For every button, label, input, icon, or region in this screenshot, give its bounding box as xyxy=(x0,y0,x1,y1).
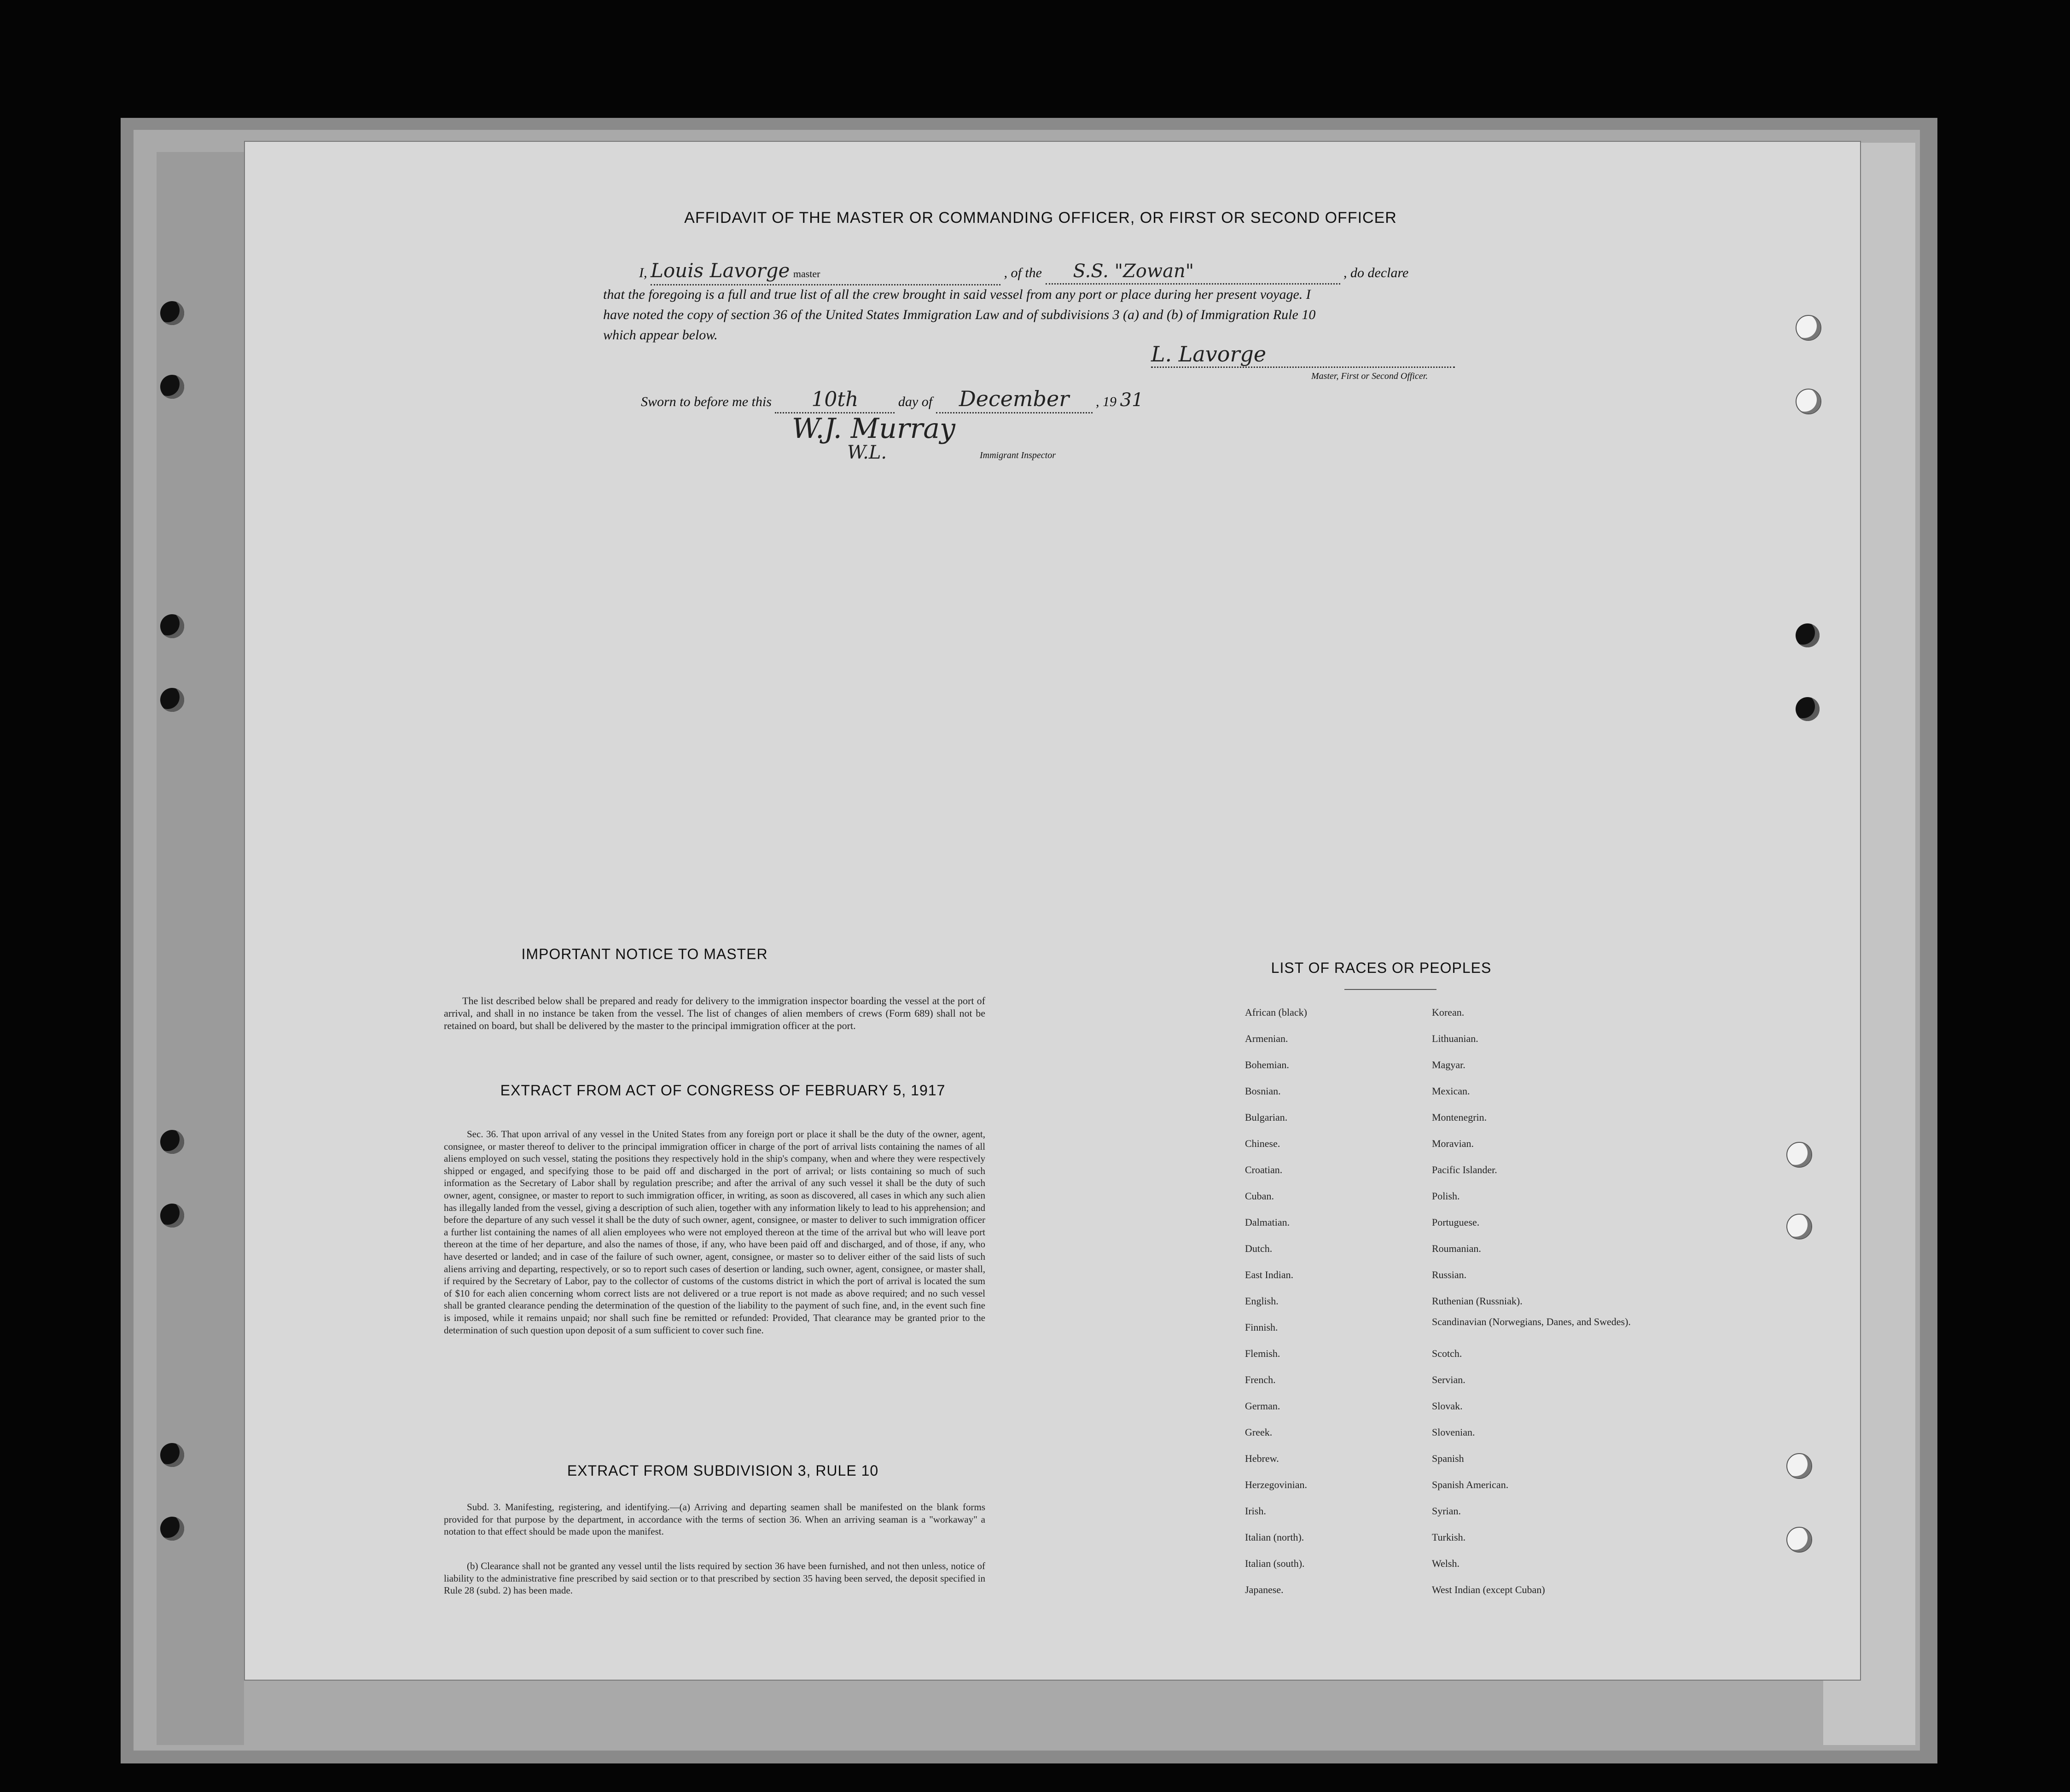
sworn-year: 31 xyxy=(1120,390,1144,411)
race-item: Armenian. xyxy=(1245,1033,1288,1044)
master-name: Louis Lavorge xyxy=(651,259,790,282)
inspector-initials: W.L. xyxy=(847,442,887,463)
i-label: I, xyxy=(639,265,647,280)
punch-hole xyxy=(1786,1142,1812,1168)
punch-hole xyxy=(1796,623,1820,647)
punch-hole xyxy=(160,1517,184,1541)
race-item: Chinese. xyxy=(1245,1138,1280,1149)
punch-hole xyxy=(160,614,184,638)
race-item: Dalmatian. xyxy=(1245,1216,1290,1228)
race-item: Cuban. xyxy=(1245,1190,1274,1202)
race-item: Scandinavian (Norwegians, Danes, and Swedes). xyxy=(1432,1316,1631,1327)
race-item: Bohemian. xyxy=(1245,1059,1289,1071)
race-item: Portuguese. xyxy=(1432,1216,1480,1228)
punch-hole xyxy=(1796,389,1821,414)
act-extract-title: EXTRACT FROM ACT OF CONGRESS OF FEBRUARY 5, 1917 xyxy=(500,1082,946,1099)
race-item: Slovenian. xyxy=(1432,1426,1475,1438)
sworn-line xyxy=(641,386,1332,413)
race-item: Welsh. xyxy=(1432,1558,1459,1569)
day-of-label: day of xyxy=(898,394,933,409)
race-item: Scotch. xyxy=(1432,1348,1462,1359)
sworn-day-field xyxy=(775,390,895,413)
rule-extract-body-a: Subd. 3. Manifesting, registering, and identifying.—(a) Arriving and departing seamen shall be manifested on the blank forms provided for that purpose by the department, in accordance with the terms of section 36. When an arriving seaman is a "workaway" a notation to that effect should be made upon the manifest. xyxy=(444,1501,985,1537)
race-item: Herzegovinian. xyxy=(1245,1479,1307,1490)
punch-hole xyxy=(160,375,184,399)
race-item: French. xyxy=(1245,1374,1276,1385)
race-item: Polish. xyxy=(1432,1190,1460,1202)
master-name-field xyxy=(651,261,1000,285)
punch-hole xyxy=(160,301,184,325)
race-item: Pacific Islander. xyxy=(1432,1164,1497,1175)
punch-hole xyxy=(160,1443,184,1467)
race-item: Moravian. xyxy=(1432,1138,1474,1149)
master-signature-label: Master, First or Second Officer. xyxy=(1311,371,1428,381)
punch-hole xyxy=(1796,315,1821,341)
punch-hole xyxy=(160,688,184,712)
race-item: Roumanian. xyxy=(1432,1243,1481,1254)
punch-hole xyxy=(1786,1214,1812,1239)
race-item: Hebrew. xyxy=(1245,1453,1279,1464)
punch-hole xyxy=(160,1130,184,1154)
punch-hole xyxy=(1796,697,1820,721)
affidavit-line-4: which appear below. xyxy=(603,327,718,343)
races-title-rule xyxy=(1344,989,1436,990)
races-title: LIST OF RACES OR PEOPLES xyxy=(1271,960,1492,976)
do-declare-label: , do declare xyxy=(1343,265,1409,280)
race-item: Korean. xyxy=(1432,1007,1465,1018)
race-item: Finnish. xyxy=(1245,1321,1278,1333)
race-item: Russian. xyxy=(1432,1269,1467,1280)
affidavit-line-2: that the foregoing is a full and true list of all the crew brought in said vessel from any port or place during her present voyage. I xyxy=(603,287,1311,302)
race-item: Dutch. xyxy=(1245,1243,1273,1254)
of-the-label: , of the xyxy=(1004,265,1042,280)
sworn-month-field xyxy=(936,386,1093,413)
act-extract-body: Sec. 36. That upon arrival of any vessel in the United States from any foreign port or place it shall be the duty of the owner, agent, consignee, or master thereof to deliver to the principal immigration officer in charge of the port of arrival lists containing the names of all aliens employed on such vessel, stating the positions they respectively hold in the ship's company, when and where they were respectively shipped or engaged, and specifying those to be paid off and discharged in the port of arrival; or lists containing so much of such information as the Secretary of Labor shall by regulation prescribe; and after the arrival of any such vessel it shall be the duty of such owner, agent, consignee, or master to report to such immigration officer, in writing, as soon as discovered, all cases in which any such alien has illegally landed from the vessel, giving a description of such alien, together with any information likely to lead to his apprehension; and before the departure of any such vessel it shall be the duty of such owner, agent, consignee, or master to deliver to such immigration officer a further list containing the names of all alien employees who were not employed thereon at the time of the arrival but who will leave port thereon at the time of her departure, and also the names of those, if any, who have been paid off and discharged, and of those, if any, who have deserted or landed; and in case of the failure of such owner, agent, consignee, or master so to deliver either of the said lists of such aliens arriving and departing, respectively, or so to report such cases of desertion or landing, such owner, agent, consignee, or master shall, if required by the Secretary of Labor, pay to the collector of customs of the customs district in which the port of arrival is located the sum of $10 for each alien concerning whom correct lists are not delivered or a true report is not made as above required; and no such vessel shall be granted clearance pending the determination of the question of the liability to the payment of such fine, and, in the event such fine is imposed, while it remains unpaid; nor shall such fine be remitted or refunded: Provided, That clearance may be granted prior to the determination of such question upon deposit of a sum sufficient to cover such fine. xyxy=(444,1129,985,1336)
race-item: Japanese. xyxy=(1245,1584,1284,1595)
race-item: Irish. xyxy=(1245,1505,1266,1517)
race-item: Croatian. xyxy=(1245,1164,1283,1175)
affidavit-line-1 xyxy=(639,261,1505,285)
master-signature: L. Lavorge xyxy=(1151,342,1455,368)
sworn-day: 10th xyxy=(811,388,859,411)
race-item: East Indian. xyxy=(1245,1269,1294,1280)
notice-title: IMPORTANT NOTICE TO MASTER xyxy=(521,946,768,962)
inspector-label: Immigrant Inspector xyxy=(980,450,1056,460)
vessel-name: S.S. "Zowan" xyxy=(1073,261,1194,282)
affidavit-title: AFFIDAVIT OF THE MASTER OR COMMANDING OFFICER, OR FIRST OR SECOND OFFICER xyxy=(684,209,1397,227)
race-item: Bulgarian. xyxy=(1245,1111,1288,1123)
rule-extract-title: EXTRACT FROM SUBDIVISION 3, RULE 10 xyxy=(567,1462,879,1479)
race-item: German. xyxy=(1245,1400,1280,1412)
race-item: Syrian. xyxy=(1432,1505,1461,1517)
race-item: Spanish American. xyxy=(1432,1479,1509,1490)
race-item: Montenegrin. xyxy=(1432,1111,1487,1123)
affidavit-line-3: have noted the copy of section 36 of the United States Immigration Law and of subdivisions 3 (a) and (b) of Immigration Rule 10 xyxy=(603,307,1316,322)
rule-extract-body-b: (b) Clearance shall not be granted any vessel until the lists required by section 36 have been furnished, and not then unless, notice of liability to the administrative fine prescribed by said section or to that prescribed by section 35 having been served, the deposit specified in Rule 28 (subd. 2) has been made. xyxy=(444,1560,985,1596)
notice-body: The list described below shall be prepared and ready for delivery to the immigration inspector boarding the vessel at the port of arrival, and shall in no instance be taken from the vessel. The list of changes of alien members of crews (Form 689) shall not be retained on board, but shall be delivered by the master to the principal immigration officer at the port. xyxy=(444,995,985,1031)
race-item: Mexican. xyxy=(1432,1085,1470,1097)
sworn-month: December xyxy=(959,386,1070,411)
race-item: English. xyxy=(1245,1295,1279,1307)
races-right-column xyxy=(1432,999,1644,1603)
punch-hole xyxy=(1786,1453,1812,1479)
race-item: West Indian (except Cuban) xyxy=(1432,1584,1545,1595)
vessel-name-field xyxy=(1046,261,1340,285)
year-prefix: , 19 xyxy=(1096,394,1117,409)
race-item: Spanish xyxy=(1432,1453,1464,1464)
race-item: Italian (south). xyxy=(1245,1558,1305,1569)
race-item: African (black) xyxy=(1245,1007,1307,1018)
race-item: Flemish. xyxy=(1245,1348,1280,1359)
sworn-prefix: Sworn to before me this xyxy=(641,394,772,409)
race-item: Italian (north). xyxy=(1245,1531,1304,1543)
master-suffix: master xyxy=(793,268,820,279)
race-item: Greek. xyxy=(1245,1426,1273,1438)
race-item: Magyar. xyxy=(1432,1059,1465,1071)
race-item: Bosnian. xyxy=(1245,1085,1281,1097)
punch-hole xyxy=(1786,1527,1812,1553)
race-item: Slovak. xyxy=(1432,1400,1463,1412)
races-left-column xyxy=(1245,999,1420,1603)
race-item: Lithuanian. xyxy=(1432,1033,1478,1044)
race-item: Ruthenian (Russniak). xyxy=(1432,1295,1523,1307)
inspector-signature: W.J. Murray xyxy=(792,413,955,445)
punch-hole xyxy=(160,1204,184,1228)
race-item: Turkish. xyxy=(1432,1531,1466,1543)
race-item: Servian. xyxy=(1432,1374,1465,1385)
